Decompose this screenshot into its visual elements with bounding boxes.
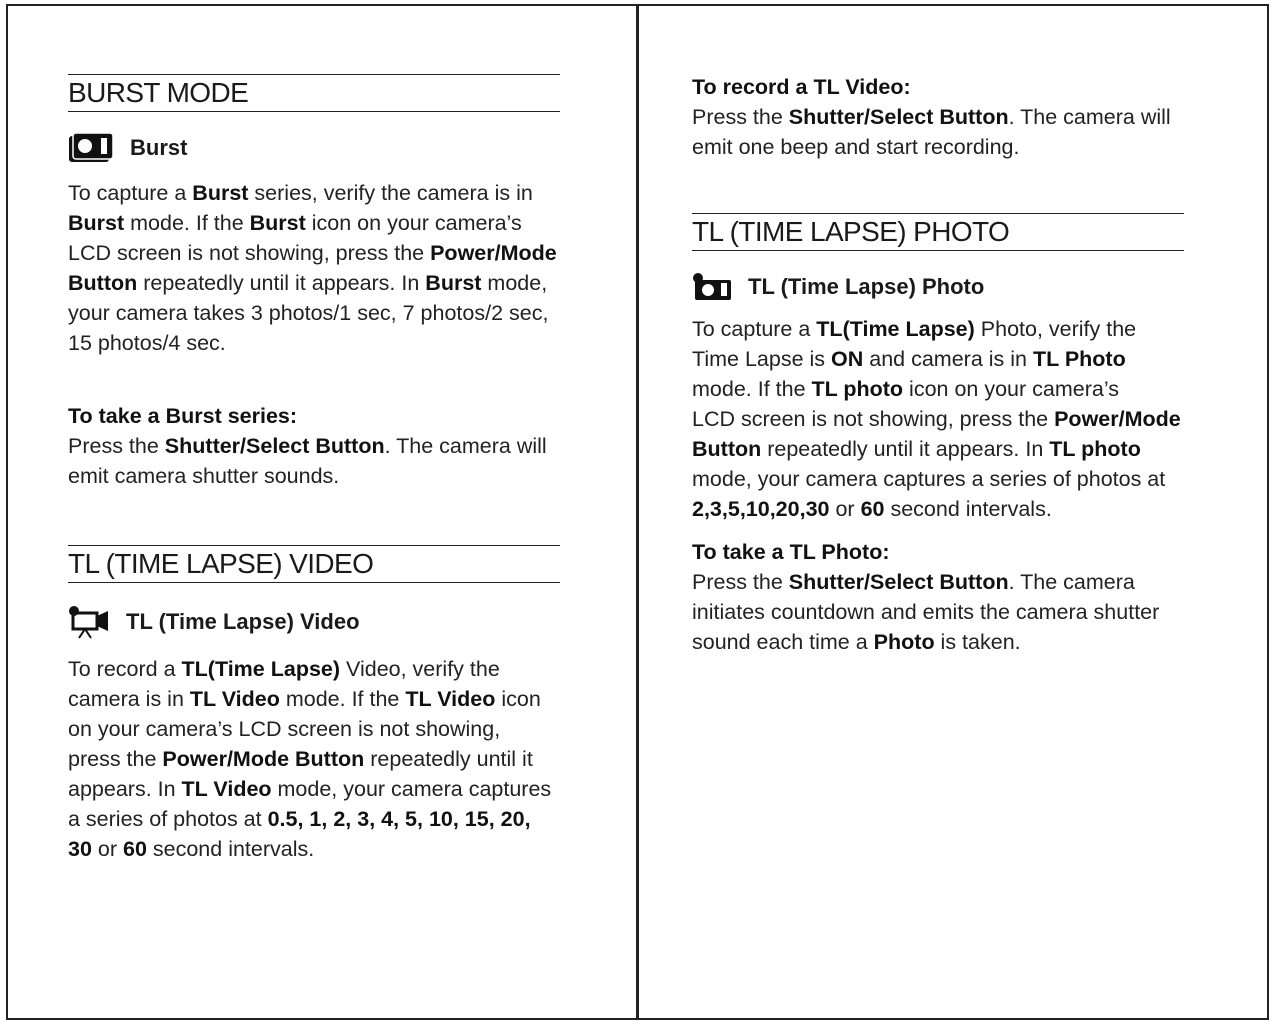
burst-instruction-title: To take a Burst series: [68,404,298,428]
burst-subheading-label: Burst [130,135,188,160]
burst-mode-heading: BURST MODE [68,77,249,108]
text-line [692,102,1252,132]
text-line [692,494,1252,524]
text-line [68,298,608,328]
bold-text-run: TL(Time Lapse) [816,317,975,341]
text-line [68,461,608,491]
text-run: second intervals. [146,837,315,861]
text-run: series, verify the camera is in [248,181,533,205]
text-run: on your camera’s LCD screen is not showing, [68,717,501,741]
tl-video-paragraph [68,654,608,864]
bold-text-run: Burst [425,271,482,295]
bold-text-run: Photo [873,630,935,654]
text-line [692,567,1252,597]
text-line [68,208,608,238]
text-run: emit one beep and start recording. [692,135,1020,159]
text-run: To capture a [68,181,193,205]
text-line [68,238,608,268]
text-run: Press the [68,434,165,458]
text-run: repeatedly until it appears. In [137,271,426,295]
bold-text-run: Shutter/Select Button [164,434,385,458]
bold-text-run: Shutter/Select Button [788,570,1009,594]
burst-instructions [68,401,608,491]
bold-text-run: Shutter/Select Button [788,105,1009,129]
bold-text-run: ON [831,347,864,371]
text-run: or [829,497,861,521]
bold-text-run: TL photo [1049,437,1141,461]
text-run: mode. If the [124,211,250,235]
text-run: emit camera shutter sounds. [68,464,340,488]
text-run: initiates countdown and emits the camera shutter [692,600,1160,624]
tl-photo-section-header [692,213,1184,251]
text-line [68,804,608,834]
text-line [692,132,1252,162]
bold-text-run: TL Video [405,687,496,711]
bold-text-run: 2,3,5,10,20,30 [692,497,830,521]
text-line [68,774,608,804]
record-tl-video-text [692,102,1252,162]
bold-text-run: Burst [192,181,249,205]
text-run: press the [68,747,163,771]
text-run: Video, verify the [340,657,500,681]
bold-text-run: Power/Mode [1054,407,1181,431]
bold-text-run: 0.5, 1, 2, 3, 4, 5, 10, 15, 20, [267,807,531,831]
text-line [68,431,608,461]
timelapse-photo-icon [692,272,734,302]
text-run: mode, your camera captures a series of photos at [692,467,1166,491]
text-line [692,344,1252,374]
text-line [68,834,608,864]
record-tl-video-title: To record a TL Video: [692,75,911,99]
burst-mode-section-header [68,74,560,112]
tl-video-heading: TL (TIME LAPSE) VIDEO [68,548,374,579]
text-run: mode. If the [279,687,406,711]
text-line [692,404,1252,434]
text-run: To capture a [692,317,817,341]
tl-photo-subheading-label: TL (Time Lapse) Photo [748,274,985,299]
tl-video-section-header [68,545,560,583]
text-run: repeatedly until it appears. In [761,437,1050,461]
text-run: or [91,837,123,861]
burst-paragraph [68,178,608,358]
text-line [692,597,1252,627]
text-run: mode, your camera captures [271,777,552,801]
tl-photo-paragraph [692,314,1252,524]
bold-text-run: TL Video [181,777,272,801]
tl-video-subheading [68,605,360,639]
right-page [636,4,1269,1020]
burst-camera-icon [68,132,116,164]
tl-photo-instruction-title: To take a TL Photo: [692,540,890,564]
text-line [692,314,1252,344]
text-line [68,268,608,298]
text-run: is taken. [934,630,1021,654]
tl-video-subheading-label: TL (Time Lapse) Video [126,609,360,634]
text-run: your camera takes 3 photos/1 sec, 7 photos/2 sec, [68,301,549,325]
text-run: and camera is in [863,347,1033,371]
text-line [692,374,1252,404]
bold-text-run: Power/Mode [430,241,557,265]
text-run: icon [495,687,541,711]
burst-instruction-text [68,431,608,491]
heading-bottom-rule [68,111,560,112]
bold-text-run: TL Video [189,687,280,711]
tl-photo-instruction-text [692,567,1252,657]
text-run: LCD screen is not showing, press the [68,241,431,265]
tl-photo-subheading [692,272,984,302]
bold-text-run: Burst [249,211,306,235]
text-run: a series of photos at [68,807,268,831]
text-run: second intervals. [884,497,1052,521]
bold-text-run: Power/Mode Button [162,747,365,771]
text-run: LCD screen is not showing, press the [692,407,1055,431]
text-line [68,744,608,774]
text-run: icon on your camera’s [903,377,1119,401]
left-page [6,4,636,1020]
text-run: Press the [692,570,789,594]
text-run: mode. If the [692,377,812,401]
text-run: 15 photos/4 sec. [68,331,226,355]
text-run: camera is in [68,687,190,711]
text-run: mode, [481,271,548,295]
burst-subheading [68,132,187,164]
record-tl-video-instructions [692,72,1252,162]
timelapse-video-icon [68,605,112,639]
text-run: Time Lapse is [692,347,832,371]
text-line [692,464,1252,494]
text-line [68,714,608,744]
bold-text-run: 30 [68,837,92,861]
heading-bottom-rule [692,250,1184,251]
text-line [692,434,1252,464]
text-run: . The camera [1008,570,1135,594]
bold-text-run: Button [692,437,762,461]
text-line [68,654,608,684]
bold-text-run: TL photo [811,377,904,401]
text-run: icon on your camera’s [305,211,522,235]
text-line [68,684,608,714]
text-run: Photo, verify the [974,317,1137,341]
tl-photo-instructions [692,537,1252,657]
text-run: To record a [68,657,182,681]
bold-text-run: 60 [123,837,147,861]
text-run: . The camera will [384,434,547,458]
text-line [692,627,1252,657]
bold-text-run: Burst [68,211,125,235]
text-run: . The camera will [1008,105,1171,129]
bold-text-run: TL Photo [1032,347,1126,371]
text-line [68,178,608,208]
bold-text-run: Button [68,271,138,295]
bold-text-run: 60 [860,497,885,521]
bold-text-run: TL(Time Lapse) [181,657,341,681]
text-run: Press the [692,105,789,129]
text-run: repeatedly until it [364,747,533,771]
text-line [68,328,608,358]
tl-photo-heading: TL (TIME LAPSE) PHOTO [692,216,1010,247]
heading-bottom-rule [68,582,560,583]
text-run: sound each time a [692,630,874,654]
text-run: appears. In [68,777,182,801]
